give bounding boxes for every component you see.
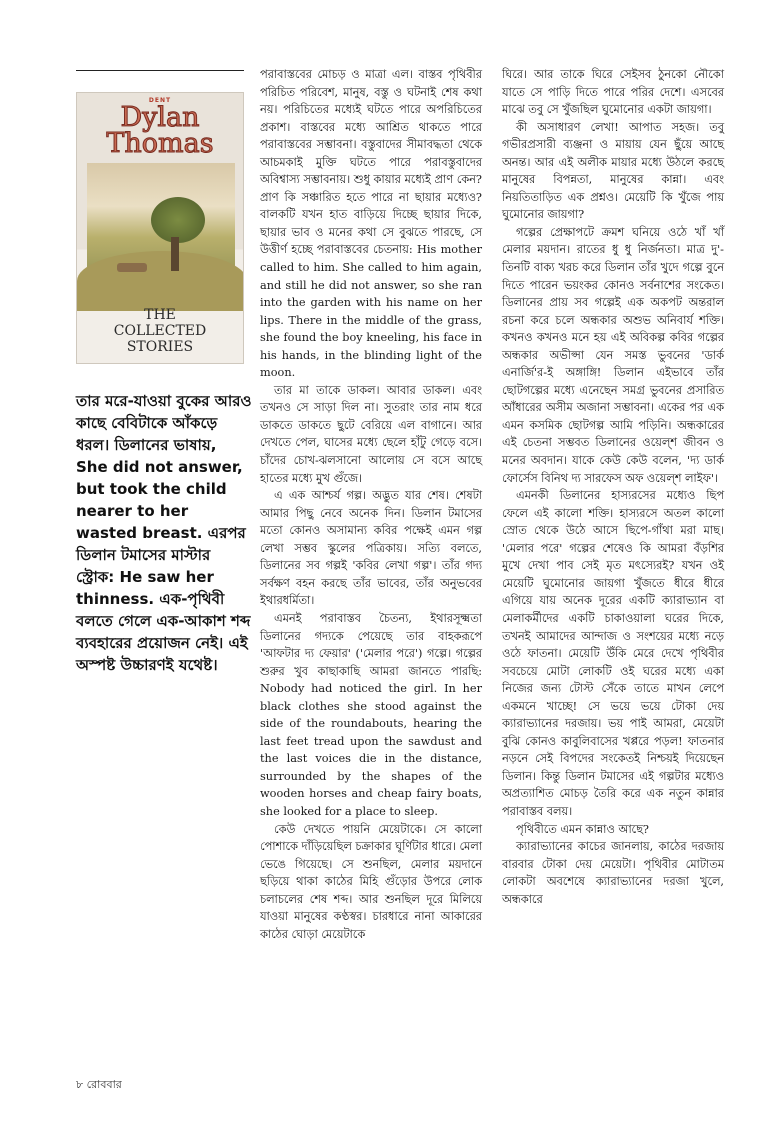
paragraph: এ এক আশ্চর্য গল্প। অদ্ভুত যার শেষ। শেষটা আমার পিছু নেবে অনেক দিন। ডিলান টমাসের মতো কোনও অসামান্য কবির পক্ষেই এমন গল্প লেখা সম্ভব স্কুলের পত্রিকায়। সত্যি বলতে, ডিলানের সব গল্পই 'কবির লেখা গল্প'। তাঁর গদ্য সর্বক্ষণ বহন করছে তাঁর ভাবের, তাঁর অনুভবের ইথারধর্মিতা। (260, 489, 482, 608)
cover-subtitle (77, 307, 243, 355)
cover-illustration (87, 163, 235, 287)
article-column-1 (260, 66, 482, 943)
cover-subtitle-1: THE (144, 307, 176, 323)
paragraph: কেউ দেখতে পায়নি মেয়েটাকে। সে কালো পোশাকে দাঁড়িয়েছিল চক্রাকার ঘূর্ণিটার ধারে। মেলা ভেঙে গিয়েছে। সে শুনছিল, মেলার ময়দানে ছড়িয়ে থাকা কাঠের মিহি গুঁড়োর উপরে লোক চলাচলের শেষ শব্দ। আর শুনছিল দূরে মিলিয়ে যাওয়া মানুষের কণ্ঠস্বর। চারধারে নানা আকারের কাঠের ঘোড়া মেয়েটাকে (260, 822, 482, 941)
article-column-2 (502, 66, 724, 908)
book-cover-image (76, 92, 244, 364)
paragraph: ক্যারাভ্যানের কাচের জানলায়, কাঠের দরজায় বারবার টোকা দেয় মেয়েটা। পৃথিবীর মোটাতম লোকটা অবশেষে ক্যারাভ্যানের দরজা খুলে, অন্ধকারে (502, 840, 724, 906)
cover-tree-trunk (171, 237, 179, 271)
paragraph: কী অসাধারণ লেখা! আপাত সহজ। তবু গভীরপ্রসারী ব্যঞ্জনা ও মায়ায় যেন ছুঁয়ে আছে অনন্ত। আর এই অলীক মায়ার মধ্যে উঠলে করছে মানুষের বিপন্নতা, মানুষের কান্না। এবং নিয়তিতাড়িত এক প্রশ্নও। মেয়েটি কি খুঁজে পায় ঘুমোনোর জায়গা? (502, 120, 724, 222)
pull-quote: তার মরে-যাওয়া বুকের আরও কাছে বেবিটাকে আঁকড়ে ধরল। ডিলানের ভাষায়, She did not answer, but took the child nearer to her wasted breast. এরপর ডিলান টমাসের মাস্টার স্ট্রোক: He saw her thinness. এক-পৃথিবী বলতে গেলে এক-আকাশ শব্দ ব্যবহারের প্রয়োজন নেই। এই অস্পষ্ট উচ্চারণই যথেষ্ট। (76, 392, 252, 674)
cover-cattle (117, 263, 147, 272)
paragraph: তার মা তাকে ডাকল। আবার ডাকল। এবং তখনও সে সাড়া দিল না। সুতরাং তার নাম ধরে ডাকতে ডাকতে ছুটে বেরিয়ে এল বাগানে। আর দেখতে পেল, ঘাসের মধ্যে ছেলে হাঁটু গেড়ে বসে। চাঁদের চোখ-ঝলসানো আলোয় সে বসে আছে হাতের মধ্যে মুখ গুঁজে। (260, 383, 482, 485)
column-top-rule (76, 70, 244, 71)
cover-author (77, 102, 243, 159)
cover-author-first: Dylan (120, 102, 200, 133)
paragraph: পরাবাস্তবের মোচড় ও মাত্রা এল। বাস্তব পৃথিবীর পরিচিত পরিবেশ, মানুষ, বস্তু ও ঘটনাই শেষ কথা নয়। পরিচিতের মধ্যেই ঘটতে পারে অপরিচিতের প্রকাশ। বাস্তবের মধ্যে আশ্রিত থাকতে পারে পরাবাস্তবের সম্ভাবনা। বস্তুবাদের সীমাবদ্ধতা থেকে আচমকাই মুক্তি ঘটতে পারে পরাবস্তুবাদের অবিশ্বাস্য সম্ভাবনায়। শুধু কায়ার মধ্যেই প্রাণ কেন? প্রাণ কি সঞ্চারিত হতে পারে না ছায়ার মধ্যেও? বালকটি যখন হাত বাড়িয়ে দিচ্ছে ছায়ার দিকে, ছায়ার ভাব ও মনের কথা সে বুঝতে পারছে, সে উত্তীর্ণ হচ্ছে পরাবাস্তবের চেতনায়: His mother called to him. She called to him again, and still he did not answer, so she ran into the garden with his name on her lips. There in the middle of the grass, she found the boy kneeling, his face in his hands, in the blinding light of the moon. (260, 68, 482, 380)
cover-hill (77, 251, 244, 311)
page-footer: ৮ রোববার (76, 1078, 122, 1091)
paragraph: ঘিরে। আর তাকে ঘিরে সেইসব ঠুনকো নৌকো যাতে সে পাড়ি দিতে পারে পরির দেশে। এসবের মাঝে তবু সে খুঁজছিল ঘুমোনোর একটা জায়গা। (502, 68, 724, 117)
paragraph: পৃথিবীতে এমন কান্নাও আছে? (516, 822, 649, 836)
cover-publisher: DENT (148, 97, 172, 104)
paragraph: গল্পের প্রেক্ষাপটে ক্রমশ ঘনিয়ে ওঠে খাঁ খাঁ মেলার ময়দান। রাতের ধু ধু নির্জনতা। মাত্র দু'-তিনটি বাক্য খরচ করে ডিলান তাঁর খুদে গল্পে বুনে দিতে পারেন ভয়ংকর কোনও সর্বনাশের সংকেত। ডিলানের প্রায় সব গল্পেই এক অকপট অন্তরাল রচনা করে চলে অন্ধকার অশুভ অনিবার্য শক্তি। কখনও কখনও মনে হয় এই অবিকল্প কবির গল্পের অন্ধকার অভীপ্সা যেন সমস্ত ভুবনের 'ডার্ক এনার্জি'র-ই অঙ্গাঙ্গি! ডিলান এইভাবে তাঁর ছোটগল্পের মধ্যে এনেছেন সমগ্র ভুবনের প্রসারিত আঁধারের অসীম অজানা সম্ভাবনা। একের পর এক এমন কসমিক ছোটগল্প আমি পড়িনি। অন্ধকারের এই চেতনা সম্ভবত ডিলানের ওয়েল্শ জীবন ও মনের অবদান। যাকে কেউ কেউ বলেন, 'দ্য ডার্ক ফোর্সেস বিনিথ দ্য সারফেস অফ ওয়েল্শ লাইফ'। (502, 225, 724, 485)
cover-subtitle-2: COLLECTED (113, 323, 207, 339)
paragraph: এমনই পরাবাস্তব চৈতন্য, ইথারসূক্ষ্মতা ডিলানের গদ্যকে পেয়েছে তার বাহকরূপে 'আফটার দ্য ফেয়ার' ('মেলার পরে') গল্পে। গল্পের শুরুর খুব কাছাকাছি আমরা জানতে পারছি: Nobody had noticed the girl. In her black clothes she stood against the side of the roundabouts, hearing the last feet tread upon the sawdust and the last voices die in the distance, surrounded by the shapes of the wooden horses and cheap fairy boats, she looked for a place to sleep. (260, 611, 482, 818)
cover-subtitle-3: STORIES (126, 339, 194, 355)
cover-author-last: Thomas (106, 128, 214, 159)
paragraph: এমনকী ডিলানের হাস্যরসের মধ্যেও ছিপ ফেলে এই কালো শক্তি। হাস্যরসে অতল কালো স্রোত থেকে উঠে আসে ছিপে-গাঁথা মরা মাছ। 'মেলার পরে' গল্পের শেষেও কি আমরা বঁড়শির মুখে দেখা পাব সেই মৃত মৎস্যেরই? যখন ওই মেয়েটি ঘুমোনোর জায়গা খুঁজতে ধীরে ধীরে এগিয়ে যায় অনেক দূরের একটি ক্যারাভ্যান বা মেলাকর্মীদের একটি চাকাওয়ালা ঘরের দিকে, তখনই আমাদের আন্দাজ ও সংশয়ের মধ্যে নড়ে ওঠে ফাতনা। মেয়েটি উঁকি মেরে দেখে পৃথিবীর সবচেয়ে মোটা লোকটি ওই ঘরের মধ্যে একা নিজের জন্য টোস্ট সেঁকে তাতে মাখন লেপে একমনে খাচ্ছে! সে ভয়ে ভয়ে টোকা দেয় ক্যারাভ্যানের দরজায়। ভয় পাই আমরা, মেয়েটা বুঝি কোনও কাবুলিবাসের খপ্পরে পড়ল! ফাতনার নড়নে সেই বিপদের সংকেতই নিশ্চয়ই দিয়েছেন ডিলান। কিন্তু ডিলান টমাসের এই গল্পটার মধ্যেও অপ্রত্যাশিত মোচড় তৈরি করে এক নতুন কান্নার পরাবাস্তব বলয়। (502, 489, 724, 818)
